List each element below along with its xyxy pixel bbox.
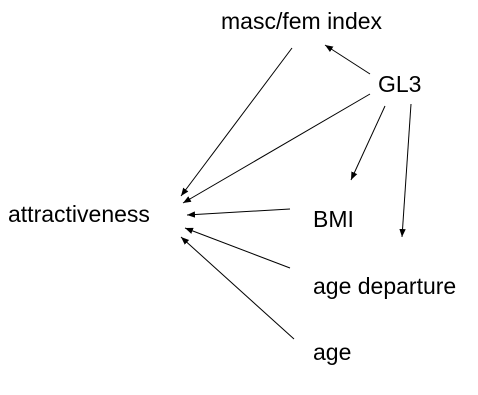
- node-gl3: GL3: [378, 71, 422, 97]
- edge-masc-fem-to-attractiveness: [181, 48, 292, 196]
- edge-gl3-to-masc-fem: [325, 45, 370, 74]
- node-age: age: [313, 339, 352, 365]
- node-masc-fem-index: masc/fem index: [221, 8, 383, 34]
- node-age-departure: age departure: [313, 273, 457, 299]
- edge-gl3-to-bmi: [351, 106, 385, 180]
- edge-bmi-to-attractiveness: [187, 209, 290, 215]
- node-attractiveness: attractiveness: [8, 201, 150, 227]
- edge-gl3-to-attractiveness: [183, 94, 370, 203]
- edge-gl3-to-age-departure: [402, 104, 411, 237]
- edge-age-departure-to-attractiveness: [185, 228, 290, 268]
- node-bmi: BMI: [313, 206, 354, 232]
- edge-age-to-attractiveness: [181, 237, 294, 339]
- nodes: [8, 8, 456, 365]
